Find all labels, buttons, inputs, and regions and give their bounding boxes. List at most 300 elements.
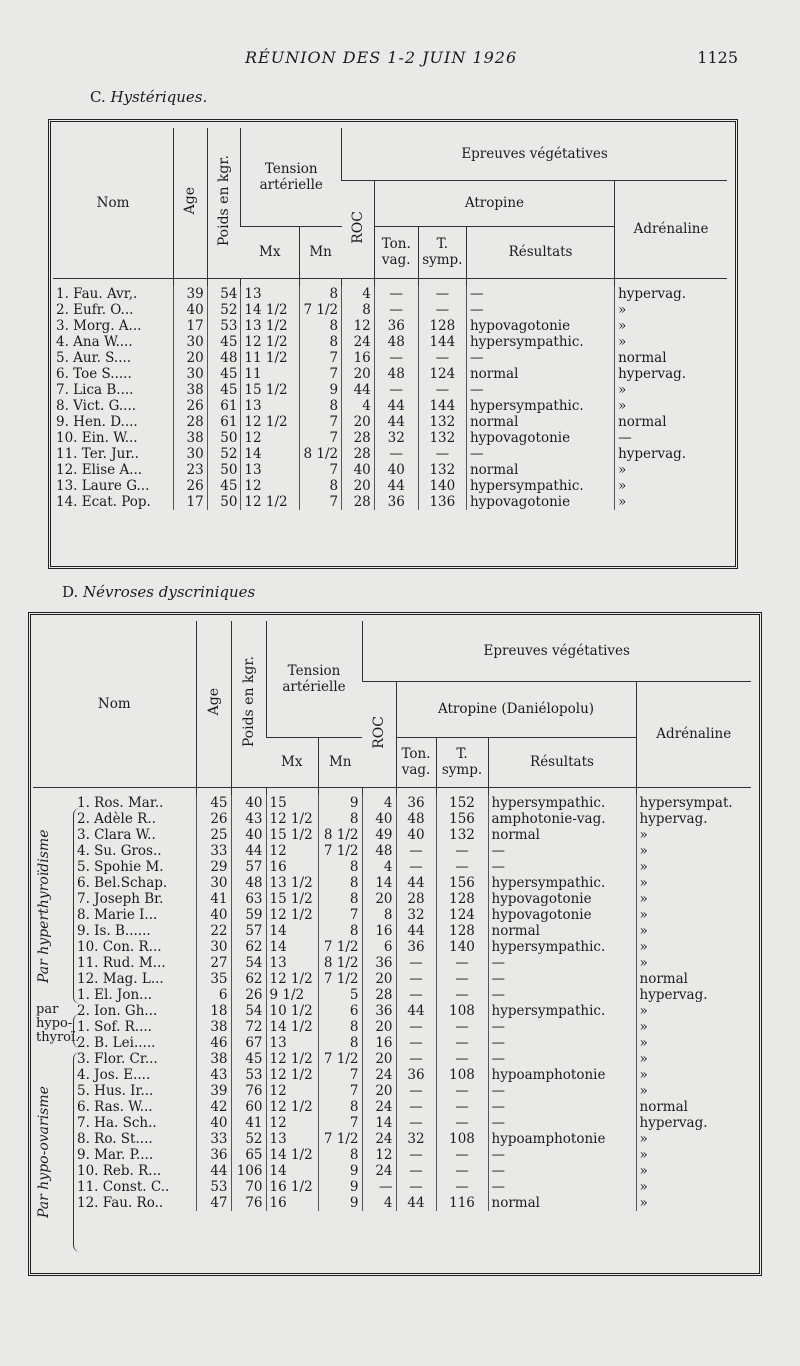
table-cell: 7	[299, 366, 341, 382]
table-cell: normal	[488, 1195, 636, 1211]
table-cell: 38	[174, 382, 208, 398]
table-cell: 20	[362, 1083, 396, 1099]
table-cell: »	[615, 494, 727, 510]
table-cell: 8	[299, 478, 341, 494]
table-cell: 40	[231, 795, 266, 811]
table-cell: hypovagotonie	[488, 891, 636, 907]
table-cell: 40	[174, 302, 208, 318]
table-cell: 8	[318, 811, 362, 827]
table-cell: 12 1/2	[266, 811, 318, 827]
table-cell: 38	[196, 1051, 231, 1067]
table-cell: 13	[266, 1131, 318, 1147]
table-hysteriques	[53, 128, 727, 510]
table-cell: 28	[342, 446, 375, 462]
table-cell: 9	[318, 1163, 362, 1179]
table-row	[33, 1051, 751, 1067]
table-cell: 50	[207, 494, 241, 510]
table-cell: —	[396, 1179, 436, 1195]
table-cell: hypersympathic.	[488, 939, 636, 955]
table-cell: 12. Mag. L...	[77, 970, 164, 987]
table-cell: 8 1/2	[318, 827, 362, 843]
table-row	[33, 1147, 751, 1163]
table-cell: 43	[196, 1067, 231, 1083]
table-cell: 53	[207, 318, 241, 334]
table-row	[33, 1131, 751, 1147]
table-cell: »	[636, 939, 751, 955]
table-cell: hypersympathic.	[466, 478, 614, 494]
table-cell: 52	[207, 302, 241, 318]
table-cell: 44	[396, 923, 436, 939]
table-cell: 16	[362, 1035, 396, 1051]
table-cell: 9. Hen. D....	[56, 413, 138, 430]
table-cell: 20	[362, 1019, 396, 1035]
table-cell: 7	[299, 462, 341, 478]
table-cell: —	[436, 1115, 488, 1131]
table-cell: —	[374, 446, 418, 462]
table-cell: 12	[241, 478, 299, 494]
table-cell: —	[396, 1083, 436, 1099]
table-cell: 9	[299, 382, 341, 398]
table-cell: 8	[318, 1019, 362, 1035]
table-cell: 9	[318, 1195, 362, 1211]
table-cell: 7	[318, 1115, 362, 1131]
table-cell: 36	[362, 1003, 396, 1019]
table-cell: 16	[362, 923, 396, 939]
table-cell: 26	[196, 811, 231, 827]
table-cell: 59	[231, 907, 266, 923]
table-cell: 60	[231, 1099, 266, 1115]
table-cell: 8. Marie I...	[77, 906, 158, 923]
col-tsymp-d: T. symp.	[436, 737, 488, 787]
table-cell: 12 1/2	[266, 1051, 318, 1067]
table-cell: »	[636, 1051, 751, 1067]
table-cell: —	[615, 430, 727, 446]
table-cell: normal	[615, 350, 727, 366]
table-row	[53, 366, 727, 382]
table-cell: 45	[231, 1051, 266, 1067]
table-cell: hypoamphotonie	[488, 1131, 636, 1147]
table-cell: 14 1/2	[266, 1019, 318, 1035]
table-cell: 7 1/2	[318, 971, 362, 987]
section-c-name: Hystériques.	[110, 88, 208, 106]
section-d-name: Névroses dyscriniques	[83, 583, 256, 601]
table-cell: 48	[231, 875, 266, 891]
table-cell: 14 1/2	[266, 1147, 318, 1163]
table-cell: hypersympathic.	[466, 334, 614, 350]
table-cell: normal	[488, 923, 636, 939]
table-cell: 16	[266, 859, 318, 875]
table-cell: 7. Lica B....	[56, 381, 134, 398]
table-cell: 30	[174, 366, 208, 382]
table-cell: 62	[231, 971, 266, 987]
table-cell: 14	[241, 446, 299, 462]
table-cell: 8	[318, 891, 362, 907]
table-cell: »	[615, 398, 727, 414]
table-cell: hypersympathic.	[488, 795, 636, 811]
table-cell: 4. Jos. E....	[77, 1066, 151, 1083]
section-c-title	[90, 88, 207, 106]
table-cell: —	[396, 971, 436, 987]
table-cell: 41	[196, 891, 231, 907]
table-cell: 132	[418, 414, 466, 430]
table-cell: 27	[196, 955, 231, 971]
table-cell: 76	[231, 1195, 266, 1211]
table-cell: 14	[266, 923, 318, 939]
table-cell: —	[436, 1179, 488, 1195]
table-cell: 38	[196, 1019, 231, 1035]
section-d-letter: D.	[62, 583, 79, 601]
table-cell: 12 1/2	[266, 1099, 318, 1115]
table-row	[53, 478, 727, 494]
table-cell: 4	[362, 859, 396, 875]
table-cell: 132	[418, 430, 466, 446]
table-cell: 12. Fau. Ro..	[77, 1194, 164, 1211]
table-row	[33, 907, 751, 923]
col-mn: Mn	[299, 226, 341, 278]
table-cell: »	[636, 1195, 751, 1211]
page-number: 1125	[697, 48, 738, 67]
table-cell: 76	[231, 1083, 266, 1099]
table-cell: —	[362, 1179, 396, 1195]
table-cell: —	[488, 1147, 636, 1163]
table-cell: 13 1/2	[266, 875, 318, 891]
table-cell: 2. Adèle R..	[77, 810, 156, 827]
table-cell: 45	[207, 382, 241, 398]
table-cell: —	[488, 1099, 636, 1115]
col-nom-d: Nom	[97, 695, 131, 712]
table-cell: —	[396, 987, 436, 1003]
table-cell: 7 1/2	[318, 939, 362, 955]
table-row	[33, 859, 751, 875]
table-cell: »	[636, 1003, 751, 1019]
table-cell: 140	[436, 939, 488, 955]
table-cell: 53	[196, 1179, 231, 1195]
table-cell: 40	[362, 811, 396, 827]
table-cell: 15 1/2	[266, 891, 318, 907]
table-cell: 8	[362, 907, 396, 923]
table-cell: 9	[318, 1179, 362, 1195]
table-cell: —	[374, 350, 418, 366]
col-resultats-d: Résultats	[488, 737, 636, 787]
table-cell: 42	[196, 1099, 231, 1115]
table-cell: 7. Joseph Br.	[77, 890, 164, 907]
table-cell: 30	[196, 939, 231, 955]
table-cell: 12 1/2	[241, 414, 299, 430]
table-cell: 6	[362, 939, 396, 955]
table-cell: 8	[318, 875, 362, 891]
table-cell: —	[436, 1163, 488, 1179]
table-cell: normal	[488, 827, 636, 843]
table-cell: 4	[342, 286, 375, 302]
col-tsymp: T. symp.	[418, 226, 466, 278]
table-row	[33, 1099, 751, 1115]
table-cell: 61	[207, 414, 241, 430]
table-cell: 4. Su. Gros..	[77, 842, 162, 859]
table-cell: 8	[299, 318, 341, 334]
table-cell: »	[636, 1131, 751, 1147]
table-row	[53, 398, 727, 414]
table-cell: 6. Toe S.....	[56, 365, 132, 382]
table-cell: 28	[362, 987, 396, 1003]
table-cell: 7	[318, 907, 362, 923]
table-row	[33, 1003, 751, 1019]
table-cell: —	[374, 302, 418, 318]
table-cell: »	[615, 334, 727, 350]
table-cell: 156	[436, 875, 488, 891]
table-cell: hypervag.	[636, 1115, 751, 1131]
table-cell: »	[636, 859, 751, 875]
table-cell: —	[436, 971, 488, 987]
table-cell: 124	[436, 907, 488, 923]
table-cell: 8	[318, 1147, 362, 1163]
table-row	[33, 1179, 751, 1195]
table-cell: 32	[374, 430, 418, 446]
table-cell: —	[488, 1019, 636, 1035]
table-cell: 10. Reb. R...	[77, 1162, 162, 1179]
table-cell: 140	[418, 478, 466, 494]
table-cell: 128	[436, 891, 488, 907]
table-cell: 24	[342, 334, 375, 350]
table-cell: 48	[374, 334, 418, 350]
table-cell: 7 1/2	[318, 843, 362, 859]
table-cell: »	[636, 827, 751, 843]
table-cell: —	[488, 1179, 636, 1195]
table-cell: 16	[266, 1195, 318, 1211]
table-cell: 4	[342, 398, 375, 414]
table-cell: hypervag.	[615, 366, 727, 382]
table-row	[53, 382, 727, 398]
col-mn-d: Mn	[318, 737, 362, 787]
brace-hyperthyroid	[73, 808, 80, 1004]
table-cell: 61	[207, 398, 241, 414]
table-cell: hypovagotonie	[466, 430, 614, 446]
col-poids-d: Poids en kgr.	[231, 621, 266, 787]
table-cell: 3. Clara W..	[77, 826, 156, 843]
table-cell: 108	[436, 1003, 488, 1019]
table-cell: 45	[207, 478, 241, 494]
table-cell: —	[396, 1147, 436, 1163]
table-cell: 16	[342, 350, 375, 366]
table-row	[33, 939, 751, 955]
table-cell: —	[396, 843, 436, 859]
col-resultats: Résultats	[466, 226, 614, 278]
table-cell: 144	[418, 334, 466, 350]
table-cell: 8 1/2	[318, 955, 362, 971]
table-cell: 24	[362, 1163, 396, 1179]
table-cell: 57	[231, 859, 266, 875]
table-cell: 28	[396, 891, 436, 907]
col-mx: Mx	[241, 226, 299, 278]
table-cell: 5. Aur. S....	[56, 349, 132, 366]
table-cell: 39	[174, 286, 208, 302]
table-row	[33, 923, 751, 939]
table-cell: »	[636, 923, 751, 939]
table-row	[33, 1163, 751, 1179]
table-cell: —	[396, 1115, 436, 1131]
table-cell: 13. Laure G...	[56, 477, 150, 494]
table-cell: 38	[174, 430, 208, 446]
table-cell: »	[636, 1067, 751, 1083]
table-row	[53, 302, 727, 318]
table-cell: normal	[615, 414, 727, 430]
col-tonvag: Ton. vag.	[374, 226, 418, 278]
table-row	[33, 875, 751, 891]
table-cell: 108	[436, 1131, 488, 1147]
table-cell: 5. Spohie M.	[77, 858, 164, 875]
table-cell: 7	[318, 1083, 362, 1099]
table-cell: 8	[318, 859, 362, 875]
table-cell: normal	[636, 1099, 751, 1115]
table-cell: normal	[466, 462, 614, 478]
table-cell: 8. Vict. G....	[56, 397, 137, 414]
table-cell: 7	[299, 494, 341, 510]
table-cell: 28	[174, 414, 208, 430]
table-cell: 132	[436, 827, 488, 843]
table-cell: —	[488, 971, 636, 987]
table-row	[33, 1019, 751, 1035]
table-cell: 20	[342, 366, 375, 382]
col-tension: Tension artérielle	[241, 128, 342, 226]
table-cell: hypersympathic.	[488, 1003, 636, 1019]
page-header	[0, 48, 800, 70]
table-cell: 39	[196, 1083, 231, 1099]
table-cell: 13	[241, 398, 299, 414]
table-cell: 12	[266, 1083, 318, 1099]
table-cell: 44	[374, 414, 418, 430]
table-cell: 50	[207, 430, 241, 446]
table-cell: —	[374, 286, 418, 302]
table-cell: 28	[342, 494, 375, 510]
table-row	[33, 955, 751, 971]
table-cell: 23	[174, 462, 208, 478]
table-cell: 65	[231, 1147, 266, 1163]
table-cell: 132	[418, 462, 466, 478]
table-cell: 72	[231, 1019, 266, 1035]
table-cell: 43	[231, 811, 266, 827]
table-row	[53, 318, 727, 334]
table-cell: 6	[318, 1003, 362, 1019]
table-cell: 26	[231, 987, 266, 1003]
table-cell: 44	[342, 382, 375, 398]
table-row	[53, 494, 727, 510]
table-cell: 67	[231, 1035, 266, 1051]
table-cell: 12	[342, 318, 375, 334]
table-cell: —	[436, 1019, 488, 1035]
table-cell: 25	[196, 827, 231, 843]
table-cell: 8	[318, 923, 362, 939]
table-cell: 6	[196, 987, 231, 1003]
table-cell: 54	[231, 1003, 266, 1019]
table-cell: —	[436, 1147, 488, 1163]
col-age: Age	[174, 128, 208, 278]
table-cell: —	[396, 1051, 436, 1067]
table-cell: 35	[196, 971, 231, 987]
table-cell: 24	[362, 1067, 396, 1083]
table-cell: 29	[196, 859, 231, 875]
table-cell: 12 1/2	[266, 1067, 318, 1083]
table-cell: 47	[196, 1195, 231, 1211]
table-cell: —	[396, 1035, 436, 1051]
table-cell: 128	[436, 923, 488, 939]
table-cell: —	[488, 1163, 636, 1179]
table-cell: 8	[318, 1035, 362, 1051]
table-cell: 15	[266, 795, 318, 811]
table-cell: 1. Fau. Avr,.	[56, 285, 138, 302]
table-cell: 4	[362, 795, 396, 811]
table-cell: hypersympathic.	[488, 875, 636, 891]
table-cell: 8	[299, 334, 341, 350]
table-row	[33, 1083, 751, 1099]
table-cell: 10. Con. R...	[77, 938, 162, 955]
table-cell: 36	[396, 939, 436, 955]
col-epreuves-d: Epreuves végétatives	[362, 621, 751, 681]
table-cell: 9. Mar. P....	[77, 1146, 154, 1163]
table-cell: 7. Ha. Sch..	[77, 1114, 157, 1131]
table-cell: 2. Eufr. O...	[56, 301, 134, 318]
table-cell: »	[636, 843, 751, 859]
table-cell: —	[418, 446, 466, 462]
table-row	[33, 987, 751, 1003]
table-cell: 7 1/2	[299, 302, 341, 318]
table-cell: »	[636, 875, 751, 891]
table-cell: 44	[196, 1163, 231, 1179]
table-row	[53, 446, 727, 462]
table-cell: 54	[207, 286, 241, 302]
table-cell: 44	[396, 1003, 436, 1019]
table-cell: —	[488, 1083, 636, 1099]
table-cell: 2. Ion. Gh...	[77, 1002, 158, 1019]
table-cell: 49	[362, 827, 396, 843]
table-cell: 1. Ros. Mar..	[77, 794, 164, 811]
table-cell: normal	[466, 366, 614, 382]
table-cell: 20	[362, 891, 396, 907]
table-cell: hypovagotonie	[466, 318, 614, 334]
table-cell: —	[396, 955, 436, 971]
table-cell: —	[436, 1035, 488, 1051]
table-cell: 1. Sof. R....	[77, 1018, 152, 1035]
col-tension-d: Tension artérielle	[266, 621, 362, 737]
table-cell: 44	[374, 478, 418, 494]
table-cell: »	[636, 1035, 751, 1051]
table-cell: 14 1/2	[241, 302, 299, 318]
table-cell: 12 1/2	[241, 334, 299, 350]
table-cell: 12	[266, 1115, 318, 1131]
table-cell: 48	[396, 811, 436, 827]
table-cell: 16 1/2	[266, 1179, 318, 1195]
col-atropine-d: Atropine (Daniélopolu)	[396, 681, 636, 737]
table-cell: 8	[299, 286, 341, 302]
table-cell: 5	[318, 987, 362, 1003]
col-roc: ROC	[349, 210, 366, 244]
table-cell: 4	[362, 1195, 396, 1211]
table-cell: —	[396, 1099, 436, 1115]
table-cell: 106	[231, 1163, 266, 1179]
table-cell: »	[615, 302, 727, 318]
brace-hypoovar	[73, 1052, 80, 1252]
table-cell: —	[488, 859, 636, 875]
table-cell: 26	[174, 398, 208, 414]
table-cell: 26	[174, 478, 208, 494]
table-cell: —	[488, 1035, 636, 1051]
table-cell: 11	[241, 366, 299, 382]
table-cell: 3. Flor. Cr...	[77, 1050, 158, 1067]
table-cell: »	[636, 1163, 751, 1179]
table-cell: 44	[396, 1195, 436, 1211]
table-cell: hypervag.	[615, 446, 727, 462]
table-cell: 44	[374, 398, 418, 414]
table-cell: —	[396, 1163, 436, 1179]
table-cell: —	[418, 286, 466, 302]
